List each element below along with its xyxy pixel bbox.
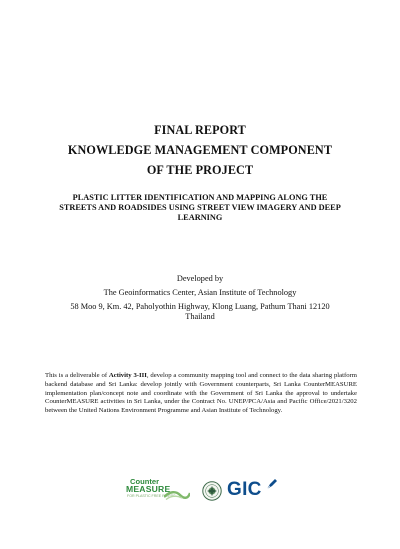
organization-name: The Geoinformatics Center, Asian Institute of Technology (103, 287, 297, 297)
deliverable-body: , develop a community mapping tool and connect to the data sharing platform backend database and Sri Lanka: develop jointly with Government counterparts, Sri Lanka CounterMEASURE implementation plan/concept note and coordinate with the Government of Sri Lanka the approval to undertake CounterMEASURE activities in Sri Lanka, under the Contract No. UNEP/PCA/Asia and Pacific Office/2021/3202 between the United Nations Environment Programme and Asian Institute of Technology. (45, 372, 357, 415)
address-line: 58 Moo 9, Km. 42, Paholyothin Highway, Klong Luang, Pathum Thani 12120 (70, 302, 330, 311)
organization-address (40, 302, 360, 322)
subtitle-line: PLASTIC LITTER IDENTIFICATION AND MAPPING ALONG THE (72, 193, 328, 202)
logo-row (0, 476, 400, 506)
subtitle-line: STREETS AND ROADSIDES USING STREET VIEW IMAGERY AND DEEP (59, 203, 341, 212)
developed-by-section (40, 272, 360, 322)
gic-logo-text: GIC (227, 479, 262, 500)
project-subtitle (40, 193, 360, 223)
title-line: FINAL REPORT (154, 123, 246, 137)
ait-seal-icon (202, 481, 222, 501)
river-wave-icon (164, 490, 190, 500)
title-line: OF THE PROJECT (146, 163, 254, 177)
countermeasure-logo-line2: MEASURE (126, 484, 171, 494)
address-line: Thailand (185, 312, 215, 321)
pen-nib-icon (266, 478, 278, 490)
countermeasure-logo-line1: Counter (130, 477, 160, 486)
title-line: KNOWLEDGE MANAGEMENT COMPONENT (67, 143, 333, 157)
activity-name: Activity 3-III (108, 372, 147, 379)
deliverable-statement (45, 372, 357, 416)
countermeasure-logo (124, 476, 190, 502)
deliverable-prefix: This is a deliverable of (45, 372, 109, 379)
developed-by-label: Developed by (176, 274, 224, 283)
report-title (0, 120, 400, 180)
subtitle-line: LEARNING (177, 213, 223, 222)
countermeasure-logo-tagline: FOR PLASTIC FREE RIVERS (127, 494, 176, 498)
